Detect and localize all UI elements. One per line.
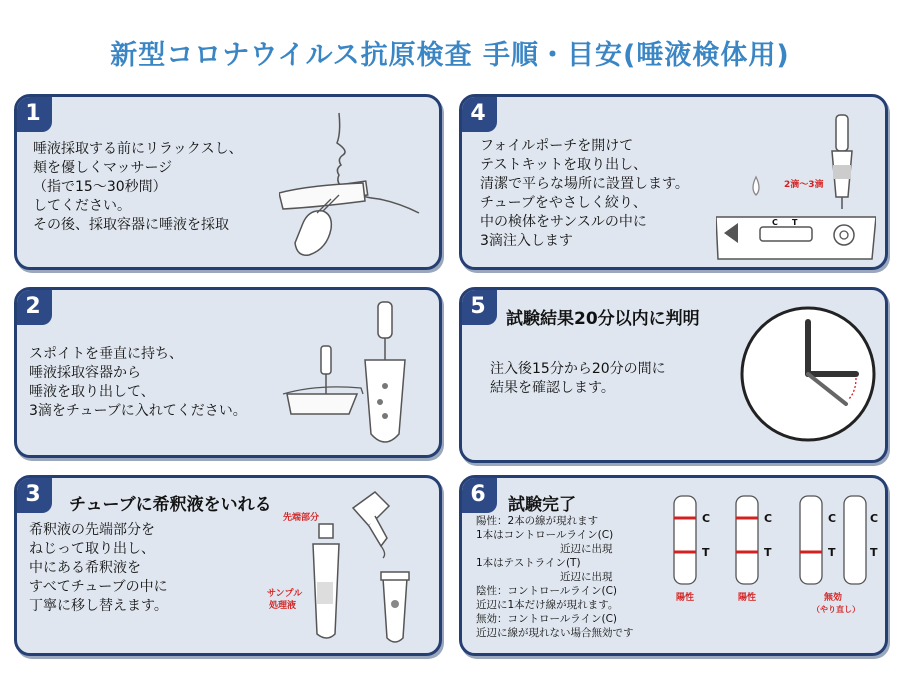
test-kit-illustration xyxy=(716,105,876,261)
step-5-heading: 試験結果20分以内に判明 xyxy=(506,309,700,329)
strip-t-label: T xyxy=(870,546,878,559)
saliva-collection-illustration xyxy=(279,103,429,263)
step-6-heading: 試験完了 xyxy=(508,495,576,515)
step-number-badge: 6 xyxy=(459,475,497,513)
step-number-badge: 1 xyxy=(14,94,52,132)
result-strip-positive-1 xyxy=(674,496,696,584)
step-number-badge: 5 xyxy=(459,287,497,325)
label-sample: サンプル xyxy=(267,589,303,599)
result-strip-invalid-2 xyxy=(844,496,866,584)
step-number-badge: 2 xyxy=(14,287,52,325)
label-invalid: 無効 xyxy=(824,593,843,603)
step-number-badge: 3 xyxy=(14,475,52,513)
strip-t-label: T xyxy=(828,546,836,559)
step-6-text: 陽性：2本の線が現れます 1本はコントロールライン(C) 近辺に出現 1本はテストライン(T) 近辺に出現 陰性：コントロールライン(C) 近辺に1本だけ線が現れます。 無効：コントロールライン(C) 近辺に線が現れない場合無効です xyxy=(476,515,634,639)
kit-t-label: T xyxy=(792,218,798,227)
kit-c-label: C xyxy=(772,218,778,227)
label-positive-1: 陽性 xyxy=(676,593,695,603)
strip-t-label: T xyxy=(764,546,772,559)
result-strip-positive-2 xyxy=(736,496,758,584)
step-card-2 xyxy=(14,287,442,458)
step-card-1 xyxy=(14,94,442,270)
step-card-5 xyxy=(459,287,888,463)
label-invalid-note: （やり直し） xyxy=(812,605,860,614)
step-5-text: 注入後15分から20分の間に 結果を確認します。 xyxy=(490,361,666,396)
label-drops: 2滴～3滴 xyxy=(784,180,824,190)
step-card-3 xyxy=(14,475,442,656)
strip-t-label: T xyxy=(702,546,710,559)
page-title: 新型コロナウイルス抗原検査 手順・目安(唾液検体用) xyxy=(110,40,790,71)
step-1-text: 唾液採取する前にリラックスし、 頬を優しくマッサージ （指で15～30秒間） してください。 その後、採取容器に唾液を採取 xyxy=(33,141,243,233)
diluent-transfer-illustration xyxy=(257,486,427,650)
strip-c-label: C xyxy=(702,512,711,525)
dropper-tube-illustration xyxy=(277,294,427,452)
step-card-4 xyxy=(459,94,888,270)
step-number-badge: 4 xyxy=(459,94,497,132)
step-card-6 xyxy=(459,475,888,656)
step-4-text: フォイルポーチを開けて テストキットを取り出し、 清潔で平らな場所に設置します。 チューブをやさしく絞り、 中の検体をサンスルの中に 3滴注入します xyxy=(480,138,689,249)
label-tip-part: 先端部分 xyxy=(283,513,320,523)
label-solution: 処理液 xyxy=(269,601,297,611)
clock-illustration xyxy=(738,304,878,444)
step-2-text: スポイトを垂直に持ち、 唾液採取容器から 唾液を取り出して、 3滴をチューブに入れてください。 xyxy=(29,346,247,419)
label-positive-2: 陽性 xyxy=(738,593,757,603)
strip-c-label: C xyxy=(870,512,879,525)
step-3-heading: チューブに希釈液をいれる xyxy=(69,495,272,515)
result-strip-invalid-1 xyxy=(800,496,822,584)
step-3-text: 希釈液の先端部分を ねじって取り出し、 中にある希釈液を すべてチューブの中に 丁寧に移し替えます。 xyxy=(29,522,168,614)
result-strips-illustration xyxy=(668,488,882,648)
strip-c-label: C xyxy=(828,512,837,525)
strip-c-label: C xyxy=(764,512,773,525)
